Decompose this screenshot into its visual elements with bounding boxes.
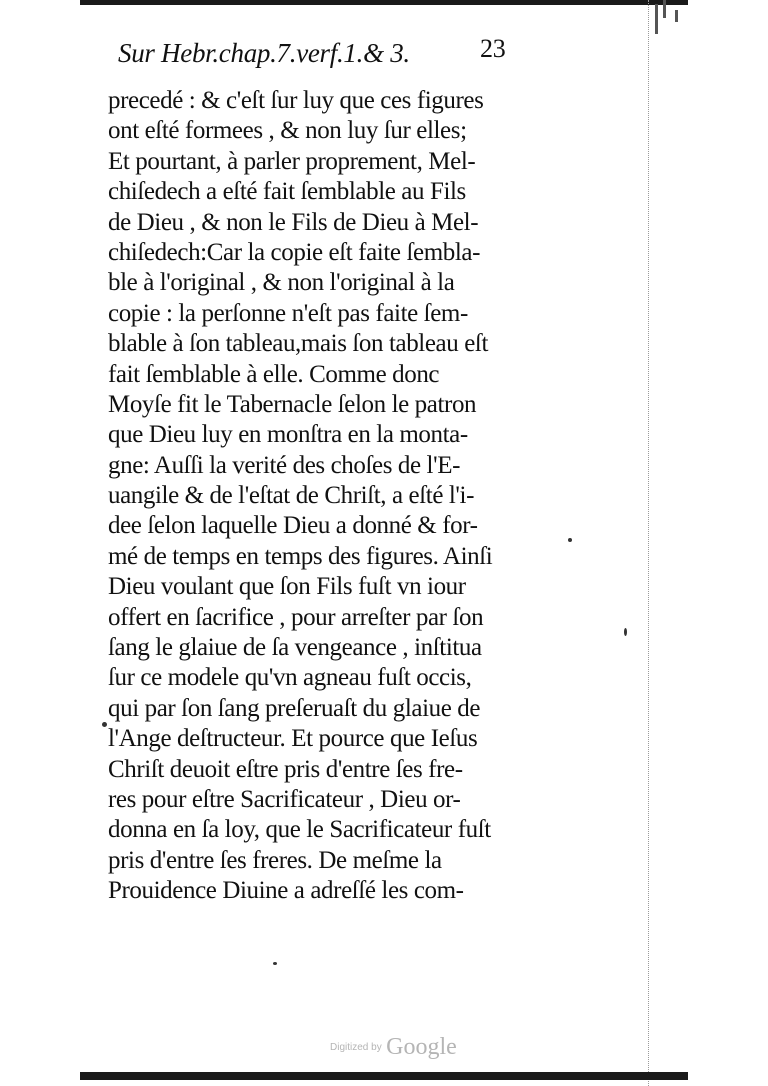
text-line: uangile & de l'eſtat de Chriſt, a eſté l'i-: [108, 482, 474, 510]
text-line: Et pourtant, à parler proprement, Mel-: [108, 147, 476, 175]
text-line: offert en ſacrifice , pour arreſter par ſon: [108, 603, 484, 631]
bottom-scan-border: [80, 1072, 688, 1080]
text-line: Prouidence Diuine a adreſſé les com-: [108, 877, 464, 905]
text-line: mé de temps en temps des figures. Ainſi: [108, 542, 493, 570]
ink-speck: [273, 962, 277, 965]
ink-speck: [624, 628, 627, 636]
text-line: Dieu voulant que ſon Fils fuſt vn iour: [108, 573, 466, 601]
text-line: dee ſelon laquelle Dieu a donné & for-: [108, 512, 478, 540]
text-line: precedé : & c'eſt ſur luy que ces figures: [108, 87, 484, 114]
text-line: blable à ſon tableau,mais ſon tableau eſt: [108, 330, 488, 358]
page-number: 23: [480, 34, 506, 63]
text-line: gne: Auſſi la verité des choſes de l'E-: [108, 451, 460, 479]
text-line: Moyſe fit le Tabernacle ſelon le patron: [108, 390, 477, 418]
text-line: fait ſemblable à elle. Comme donc: [108, 360, 440, 388]
running-head-title: Sur Hebr.chap.7.verf.1.& 3.: [118, 38, 410, 68]
text-line: que Dieu luy en monſtra en la monta-: [108, 421, 468, 449]
binding-edge: [648, 0, 689, 1086]
watermark-prefix: Digitized by: [330, 1042, 382, 1053]
text-line: chiſedech:Car la copie eſt faite ſembla-: [108, 238, 481, 266]
top-scan-border: [80, 0, 688, 5]
text-line: ſur ce modele qu'vn agneau fuſt occis,: [108, 664, 472, 692]
text-line: Chriſt deuoit eſtre pris d'entre ſes fre-: [108, 755, 463, 783]
text-line: copie : la perſonne n'eſt pas faite ſem-: [108, 299, 468, 327]
text-line: res pour eſtre Sacrificateur , Dieu or-: [108, 785, 461, 813]
google-logo: Google: [386, 1034, 457, 1060]
text-line: ont eſté formees , & non luy ſur elles;: [108, 117, 467, 145]
book-page: [108, 28, 560, 907]
ink-speck: [568, 538, 572, 542]
text-line: chiſedech a eſté fait ſemblable au Fils: [108, 178, 466, 206]
text-line: qui par ſon ſang preſeruaſt du glaiue de: [108, 694, 481, 722]
body-text: [108, 86, 560, 907]
text-line: l'Ange deſtructeur. Et pource que Ieſus: [108, 725, 478, 753]
running-head: [108, 28, 560, 86]
text-line: ſang le glaiue de ſa vengeance , inſtitua: [108, 634, 482, 662]
text-line: de Dieu , & non le Fils de Dieu à Mel-: [108, 208, 479, 236]
ink-speck: [102, 722, 107, 727]
text-line: donna en ſa loy, que le Sacrificateur fuſt: [108, 816, 491, 844]
text-line: pris d'entre ſes freres. De meſme la: [108, 846, 442, 874]
text-line: ble à l'original , & non l'original à la: [108, 269, 455, 297]
digitized-by-google-watermark: [330, 1034, 457, 1061]
